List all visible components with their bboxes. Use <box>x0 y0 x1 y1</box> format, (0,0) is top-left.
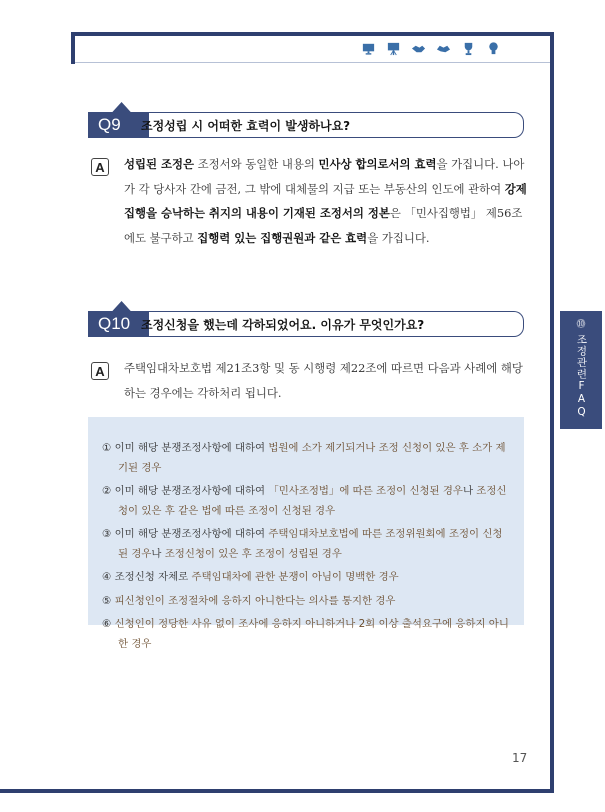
list-item-text: 조정신청 자체로 <box>114 571 192 583</box>
lightbulb-icon <box>485 40 501 56</box>
frame-left-border <box>71 32 75 64</box>
list-item <box>102 525 510 564</box>
side-tab-label: 조정관련FAQ <box>575 334 588 419</box>
list-item <box>102 568 510 588</box>
q10-answer-icon: A <box>91 362 109 380</box>
list-item-number: ⑤ <box>102 594 115 607</box>
q9-answer-segment: 조정서와 동일한 내용의 <box>194 157 319 171</box>
list-item-number: ④ <box>102 571 115 583</box>
side-tab-number: ⓾ <box>576 320 586 330</box>
list-item-number: ② <box>102 485 115 497</box>
list-item-text: 법원에 소가 제기되거나 조정 신청이 있은 후 소가 제기된 경우 <box>118 442 506 474</box>
handshake-icon <box>410 40 426 56</box>
q9-answer-segment: 강제집행을 승낙하는 취지의 내용이 기재된 조정서의 정본 <box>124 181 527 220</box>
list-item-text: 이미 해당 분쟁조정사항에 대하여 <box>114 528 269 540</box>
list-item-text: 나 <box>462 485 477 497</box>
q9-answer-segment: 을 가집니다. <box>367 230 430 245</box>
list-item-text: 나 <box>151 547 165 560</box>
list-item-text: 신청인이 정당한 사유 없이 조사에 응하지 아니하거나 2회 이상 출석요구에 응하지 아니한 경우 <box>114 618 509 650</box>
list-item <box>102 439 510 478</box>
q9-answer-segment: 집행력 있는 집행권원과 같은 효력 <box>197 230 368 245</box>
list-item-number: ③ <box>102 528 115 540</box>
handshake-icon <box>435 40 451 56</box>
q10-tag: Q10 <box>88 311 149 337</box>
q9-answer-segment: 민사상 합의로서의 효력 <box>318 157 437 171</box>
q10-question: 조정신청을 했는데 각하되었어요. 이유가 무엇인가요? <box>129 311 524 337</box>
header-icons <box>360 40 501 56</box>
q9-answer-segment: 을 가집니다. 나아가 각 당사자 간에 금전, 그 밖에 대체물의 지급 또는 부동산의 인도에 관하여 <box>124 157 525 196</box>
list-item <box>102 482 510 521</box>
list-item-number: ① <box>102 442 115 454</box>
dismissal-cases-box <box>88 417 524 650</box>
list-item-text: 조정신청이 있은 후 같은 법에 따른 조정이 신청된 경우 <box>118 485 507 517</box>
q9-answer-segment: 성립된 조정은 <box>124 157 194 171</box>
frame-top-border <box>71 32 554 36</box>
q9-answer <box>124 152 528 250</box>
list-item-text: 피신청인이 조정절차에 응하지 아니한다는 의사를 통지한 경우 <box>114 594 396 607</box>
list-item-text: 이미 해당 분쟁조정사항에 대하여 <box>114 485 269 497</box>
q9-answer-icon: A <box>91 158 109 176</box>
dismissal-cases-list <box>88 417 524 654</box>
presentation-board-icon <box>385 40 401 56</box>
side-section-tab[interactable] <box>560 311 602 429</box>
list-item-text: 「민사조정법」에 따른 조정이 신청된 경우 <box>268 485 463 497</box>
list-item <box>102 615 510 654</box>
list-item-number: ⑥ <box>102 618 115 630</box>
trophy-icon <box>460 40 476 56</box>
header-divider <box>75 62 550 63</box>
monitor-icon <box>360 40 376 56</box>
frame-right-border <box>550 32 554 793</box>
q9-question: 조정성립 시 어떠한 효력이 발생하나요? <box>129 112 524 138</box>
list-item-text: 조정신청이 있은 후 조정이 성립된 경우 <box>164 547 342 560</box>
q9-answer-segment: 은 「민사집행법」 제56조에도 불구하고 <box>124 206 523 245</box>
frame-bottom-border <box>0 789 554 793</box>
page-number: 17 <box>512 751 528 765</box>
list-item-text: 주택임대차에 관한 분쟁이 아님이 명백한 경우 <box>191 571 399 583</box>
q10-answer: 주택임대차보호법 제21조3항 및 동 시행령 제22조에 따르면 다음과 사례에 해당하는 경우에는 각하처리 됩니다. <box>124 361 523 400</box>
q9-tag: Q9 <box>88 112 149 138</box>
list-item-text: 이미 해당 분쟁조정사항에 대하여 <box>114 442 269 454</box>
list-item <box>102 592 510 612</box>
list-item-text: 주택임대차보호법에 따른 조정위원회에 조정이 신청된 경우 <box>118 528 503 560</box>
